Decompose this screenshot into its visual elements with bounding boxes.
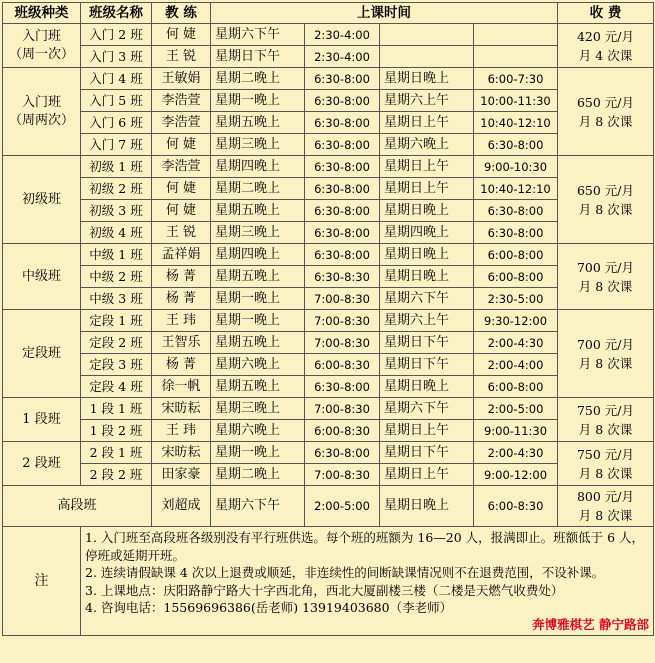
- coach-name: 王智乐: [152, 332, 211, 354]
- fee-line: 700 元/月: [576, 336, 635, 352]
- first-session-day: 星期五晚上: [211, 266, 305, 288]
- second-session-time: [474, 24, 558, 46]
- table-row: [3, 332, 654, 354]
- second-session-day: 星期日晚上: [380, 244, 474, 266]
- first-session-time: 6:00-8:30: [305, 354, 380, 376]
- first-session-day: 星期二晚上: [211, 68, 305, 90]
- class-fee: [558, 398, 654, 442]
- first-session-time: 6:30-8:00: [305, 442, 380, 464]
- first-session-day: 星期一晚上: [211, 288, 305, 310]
- second-session-day: 星期日上午: [380, 420, 474, 442]
- second-session-time: 10:40-12:10: [474, 112, 558, 134]
- table-row: [3, 134, 654, 156]
- category-name-line: 入门班: [21, 94, 61, 110]
- class-category: [3, 68, 81, 156]
- first-session-day: 星期五晚上: [211, 112, 305, 134]
- category-name-line: 定段班: [21, 345, 61, 361]
- class-category: [3, 442, 81, 486]
- coach-name: 刘超成: [152, 486, 211, 527]
- second-session-time: 6:00-7:30: [474, 68, 558, 90]
- class-category: [3, 156, 81, 244]
- category-name-line: 1 段班: [22, 411, 61, 427]
- note-line: 2. 连续请假缺课 4 次以上退费或顺延，非连续性的间断缺课情况则不在退费范围，不设补课。: [85, 565, 605, 580]
- coach-name: 王敏娟: [152, 68, 211, 90]
- table-row-advanced: [3, 486, 654, 527]
- first-session-day: 星期日下午: [211, 46, 305, 68]
- fee-line: 650 元/月: [576, 182, 635, 198]
- coach-name: 宋昉耘: [152, 442, 211, 464]
- class-name: 入门 5 班: [81, 90, 152, 112]
- first-session-day: 星期六晚上: [211, 420, 305, 442]
- second-session-day: 星期六上午: [380, 310, 474, 332]
- first-session-time: 6:30-8:00: [305, 244, 380, 266]
- first-session-day: 星期六晚上: [211, 354, 305, 376]
- second-session-day: 星期六下午: [380, 398, 474, 420]
- header-category: 班级种类: [3, 3, 81, 24]
- second-session-day: 星期六下午: [380, 288, 474, 310]
- second-session-time: 2:30-5:00: [474, 288, 558, 310]
- category-name-line: 中级班: [21, 268, 61, 284]
- second-session-day: 星期日晚上: [380, 266, 474, 288]
- class-name: 入门 2 班: [81, 24, 152, 46]
- first-session-time: 2:00-5:00: [305, 486, 380, 527]
- class-name: 入门 3 班: [81, 46, 152, 68]
- class-name: 2 段 2 班: [81, 464, 152, 486]
- class-fee: [558, 442, 654, 486]
- first-session-day: 星期三晚上: [211, 398, 305, 420]
- first-session-day: 星期五晚上: [211, 332, 305, 354]
- second-session-time: 2:00-4:00: [474, 354, 558, 376]
- notes-label: 注: [3, 527, 81, 636]
- notes-content: [81, 527, 654, 636]
- first-session-time: 6:30-8:00: [305, 112, 380, 134]
- second-session-day: [380, 24, 474, 46]
- category-name-line: 入门班: [21, 28, 61, 44]
- first-session-time: 6:30-8:00: [305, 68, 380, 90]
- class-name: 2 段 1 班: [81, 442, 152, 464]
- category-name-line: （周一次）: [8, 46, 74, 62]
- header-coach: 教 练: [152, 3, 211, 24]
- coach-name: 杨 菁: [152, 354, 211, 376]
- fee-line: 700 元/月: [576, 259, 635, 275]
- table-row: [3, 90, 654, 112]
- second-session-day: 星期六晚上: [380, 134, 474, 156]
- first-session-day: 星期一晚上: [211, 310, 305, 332]
- second-session-time: 9:00-11:30: [474, 420, 558, 442]
- second-session-day: 星期日晚上: [380, 68, 474, 90]
- second-session-time: 6:00-8:00: [474, 244, 558, 266]
- second-session-time: 6:30-8:00: [474, 200, 558, 222]
- header-fee: 收 费: [558, 3, 654, 24]
- second-session-day: [380, 46, 474, 68]
- second-session-time: 6:30-8:00: [474, 222, 558, 244]
- second-session-time: 10:40-12:10: [474, 178, 558, 200]
- second-session-day: 星期日晚上: [380, 376, 474, 398]
- coach-name: 何 婕: [152, 200, 211, 222]
- table-row: [3, 464, 654, 486]
- class-name: 1 段 2 班: [81, 420, 152, 442]
- first-session-time: 6:30-8:00: [305, 222, 380, 244]
- class-name: 定段 4 班: [81, 376, 152, 398]
- first-session-time: 7:00-8:30: [305, 464, 380, 486]
- class-fee: [558, 68, 654, 156]
- header-class-name: 班级名称: [81, 3, 152, 24]
- first-session-time: 6:30-8:00: [305, 178, 380, 200]
- first-session-time: 7:00-8:30: [305, 310, 380, 332]
- second-session-time: 9:30-12:00: [474, 310, 558, 332]
- class-category: [3, 398, 81, 442]
- second-session-day: 星期六上午: [380, 90, 474, 112]
- class-name: 入门 7 班: [81, 134, 152, 156]
- table-row: [3, 222, 654, 244]
- note-line: 3. 上课地点：庆阳路静宁路大十字西北角，西北大厦副楼三楼（二楼是天燃气收费处）: [85, 582, 564, 598]
- first-session-day: 星期三晚上: [211, 222, 305, 244]
- first-session-time: 6:30-8:00: [305, 90, 380, 112]
- table-row: [3, 46, 654, 68]
- first-session-time: 7:00-8:30: [305, 398, 380, 420]
- first-session-day: 星期五晚上: [211, 376, 305, 398]
- first-session-time: 6:30-8:00: [305, 200, 380, 222]
- table-row: [3, 376, 654, 398]
- coach-name: 李浩萱: [152, 156, 211, 178]
- second-session-day: 星期日上午: [380, 178, 474, 200]
- class-fee: [558, 486, 654, 527]
- class-name: 入门 4 班: [81, 68, 152, 90]
- class-name: 初级 3 班: [81, 200, 152, 222]
- table-row: [3, 398, 654, 420]
- second-session-day: 星期日上午: [380, 464, 474, 486]
- second-session-day: 星期日下午: [380, 442, 474, 464]
- coach-name: 何 婕: [152, 24, 211, 46]
- coach-name: 王 锐: [152, 46, 211, 68]
- fee-line: 月 8 次课: [578, 355, 633, 371]
- table-row: [3, 156, 654, 178]
- first-session-time: 6:00-8:30: [305, 420, 380, 442]
- second-session-time: 6:30-8:00: [474, 134, 558, 156]
- coach-name: 王 锐: [152, 222, 211, 244]
- table-row: [3, 178, 654, 200]
- class-category: 高段班: [3, 486, 152, 527]
- coach-name: 徐一帆: [152, 376, 211, 398]
- table-row: [3, 24, 654, 46]
- class-name: 入门 6 班: [81, 112, 152, 134]
- second-session-day: 星期日上午: [380, 112, 474, 134]
- table-row: [3, 354, 654, 376]
- schedule-table: [2, 2, 654, 636]
- class-name: 初级 4 班: [81, 222, 152, 244]
- class-fee: [558, 24, 654, 68]
- first-session-day: 星期一晚上: [211, 442, 305, 464]
- second-session-time: 2:00-4:30: [474, 442, 558, 464]
- second-session-time: 9:00-12:00: [474, 464, 558, 486]
- coach-name: 李浩萱: [152, 90, 211, 112]
- second-session-day: 星期日晚上: [380, 200, 474, 222]
- second-session-time: 2:00-5:00: [474, 398, 558, 420]
- table-row: [3, 244, 654, 266]
- second-session-time: 6:00-8:00: [474, 376, 558, 398]
- fee-line: 月 8 次课: [578, 508, 633, 523]
- class-name: 定段 3 班: [81, 354, 152, 376]
- class-category: [3, 244, 81, 310]
- coach-name: 宋昉耘: [152, 398, 211, 420]
- first-session-time: 6:30-8:00: [305, 376, 380, 398]
- first-session-day: 星期一晚上: [211, 90, 305, 112]
- coach-name: 杨 菁: [152, 288, 211, 310]
- class-name: 初级 2 班: [81, 178, 152, 200]
- note-line: 1. 入门班至高段班各级别没有平行班供选。每个班的班额为 16—20 人，报满即止。班额低于 6 人，停班或延期开班。: [85, 530, 645, 563]
- table-row: [3, 288, 654, 310]
- second-session-time: 6:00-8:00: [474, 266, 558, 288]
- class-category: [3, 24, 81, 68]
- notes-row: [3, 527, 654, 636]
- coach-name: 王 玮: [152, 420, 211, 442]
- note-line: 4. 咨询电话：15569696386(岳老师) 13919403680（李老师）: [85, 600, 453, 615]
- first-session-day: 星期六下午: [211, 486, 305, 527]
- fee-line: 750 元/月: [576, 402, 635, 418]
- second-session-day: 星期四晚上: [380, 222, 474, 244]
- first-session-day: 星期三晚上: [211, 134, 305, 156]
- fee-line: 800 元/月: [576, 489, 635, 504]
- coach-name: 李浩萱: [152, 112, 211, 134]
- category-name-line: （周两次）: [8, 112, 74, 128]
- second-session-day: 星期日下午: [380, 354, 474, 376]
- coach-name: 何 婕: [152, 134, 211, 156]
- first-session-time: 6:30-8:30: [305, 266, 380, 288]
- table-row: [3, 310, 654, 332]
- second-session-time: 9:00-10:30: [474, 156, 558, 178]
- coach-name: 田家豪: [152, 464, 211, 486]
- category-name-line: 2 段班: [22, 455, 61, 471]
- fee-line: 750 元/月: [576, 446, 635, 462]
- table-row: [3, 112, 654, 134]
- first-session-time: 6:30-8:00: [305, 134, 380, 156]
- fee-line: 420 元/月: [576, 28, 635, 44]
- header-time: 上课时间: [211, 3, 558, 24]
- fee-line: 月 8 次课: [578, 278, 633, 294]
- class-category: [3, 310, 81, 398]
- fee-line: 月 8 次课: [578, 421, 633, 437]
- coach-name: 何 婕: [152, 178, 211, 200]
- first-session-day: 星期二晚上: [211, 464, 305, 486]
- fee-line: 650 元/月: [576, 94, 635, 110]
- fee-line: 月 8 次课: [578, 201, 633, 217]
- table-row: [3, 200, 654, 222]
- second-session-day: 星期日晚上: [380, 486, 474, 527]
- fee-line: 月 8 次课: [578, 465, 633, 481]
- table-row: [3, 420, 654, 442]
- second-session-time: 6:00-8:30: [474, 486, 558, 527]
- class-fee: [558, 244, 654, 310]
- first-session-day: 星期六下午: [211, 24, 305, 46]
- first-session-day: 星期二晚上: [211, 178, 305, 200]
- first-session-time: 6:30-8:00: [305, 156, 380, 178]
- table-row: [3, 266, 654, 288]
- class-fee: [558, 156, 654, 244]
- first-session-day: 星期五晚上: [211, 200, 305, 222]
- class-name: 初级 1 班: [81, 156, 152, 178]
- class-name: 中级 1 班: [81, 244, 152, 266]
- class-name: 中级 3 班: [81, 288, 152, 310]
- class-name: 1 段 1 班: [81, 398, 152, 420]
- brand-name: 奔博雅棋艺 静宁路部: [532, 616, 649, 632]
- first-session-time: 2:30-4:00: [305, 24, 380, 46]
- coach-name: 王 玮: [152, 310, 211, 332]
- table-row: [3, 68, 654, 90]
- first-session-time: 7:00-8:30: [305, 288, 380, 310]
- category-name-line: 初级班: [21, 191, 61, 207]
- coach-name: 孟祥娟: [152, 244, 211, 266]
- second-session-time: [474, 46, 558, 68]
- coach-name: 杨 菁: [152, 266, 211, 288]
- class-name: 中级 2 班: [81, 266, 152, 288]
- first-session-day: 星期四晚上: [211, 156, 305, 178]
- fee-line: 月 4 次课: [578, 47, 633, 63]
- first-session-day: 星期四晚上: [211, 244, 305, 266]
- second-session-time: 10:00-11:30: [474, 90, 558, 112]
- second-session-time: 2:00-4:30: [474, 332, 558, 354]
- class-name: 定段 1 班: [81, 310, 152, 332]
- table-row: [3, 442, 654, 464]
- class-fee: [558, 310, 654, 398]
- class-name: 定段 2 班: [81, 332, 152, 354]
- header-row: [3, 3, 654, 24]
- first-session-time: 7:00-8:30: [305, 332, 380, 354]
- fee-line: 月 8 次课: [578, 113, 633, 129]
- second-session-day: 星期日上午: [380, 156, 474, 178]
- first-session-time: 2:30-4:00: [305, 46, 380, 68]
- second-session-day: 星期日下午: [380, 332, 474, 354]
